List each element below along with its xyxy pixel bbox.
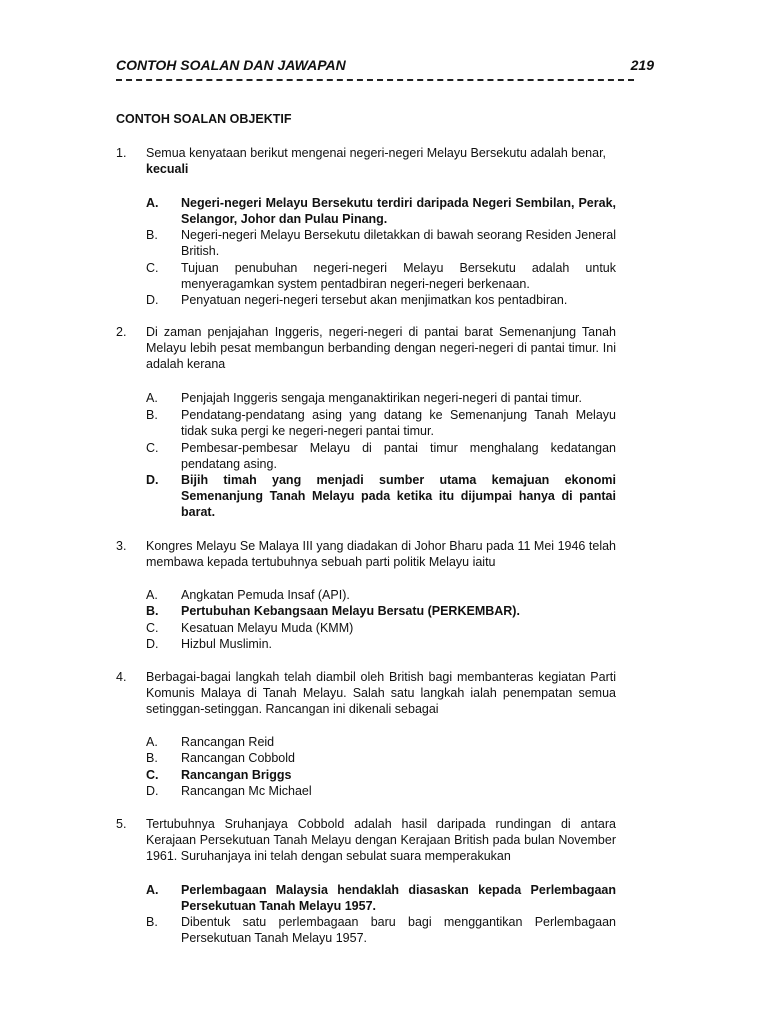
question-number: 4. [116, 670, 127, 684]
question-stem: Di zaman penjajahan Inggeris, negeri-negeri di pantai barat Semenanjung Tanah Melayu lebih pesat membangun berbanding dengan negeri-negeri di pantai timur. Ini adalah kerana [146, 325, 616, 372]
question-number: 2. [116, 325, 127, 339]
document-page: CONTOH SOALAN DAN JAWAPAN 219 CONTOH SOALAN OBJEKTIF 1. Semua kenyataan berikut mengenai negeri-negeri Melayu Bersekutu adalah benar, kecuali A. Negeri-negeri Melayu Bersekutu terdiri daripada Negeri Sembilan, Perak, Selangor, Johor dan Pulau Pinang. B. Negeri-negeri Melayu Bersekutu diletakkan di bawah seorang Residen Jeneral British. C. Tujuan penubuhan negeri-negeri Melayu Bersekutu adalah untuk menyeragamkan system pentadbiran negeri-negeri berkenaan. D. Penyatuan negeri-negeri tersebut akan menjimatkan kos pentadbiran. 2. Di zaman penjajahan Inggeris, negeri-negeri di pantai barat Semenanjung Tanah Melayu lebih pesat membangun berbanding dengan negeri-negeri di pantai timur. Ini adalah kerana A. Penjajah Inggeris sengaja menganaktirikan negeri-negeri di pantai timur. B. Pendatang-pendatang asing yang datang ke Semenanjung Tanah Melayu tidak suka pergi ke negeri-negeri pantai timur. C. Pembesar-pembesar Melayu di pantai timur menghalang kedatangan pendatang asing. D. Bijih timah yang menjadi sumber utama kemajuan ekonomi Semenanjung Tanah Melayu pada ketika itu dijumpai hanya di pantai barat. 3. Kongres Melayu Se Malaya III yang diadakan di Johor Bharu pada 11 Mei 1946 telah membawa kepada tertubuhnya sebuah parti politik Melayu iaitu A. Angkatan Pemuda Insaf (API). B. Pertubuhan Kebangsaan Melayu Bersatu (PERKEMBAR). C. Kesatuan Melayu Muda (KMM) D. Hizbul Muslimin. 4. Berbagai-bagai langkah telah diambil oleh British bagi membanteras kegiatan Parti Komunis Malaya di Tanah Melayu. Salah satu langkah ialah penempatan semua setinggan-setinggan. Rancangan ini dikenali sebagai A. Rancangan Reid B. Rancangan Cobbold C. Rancangan Briggs D. Rancangan Mc Michael 5. Tertubuhnya Sruhanjaya Cobbold adalah hasil daripada rundingan di antara Kerajaan Persekutuan Tanah Melayu dengan Kerajaan British pada bulan November 1961. Suruhanjaya ini telah dengan sebulat suara memperakukan A. Perlembagaan Malaysia hendaklah diasaskan kepada Perlembagaan Persekutuan Tanah Melayu 1957. B. Dibentuk satu perlembagaan baru bagi menggantikan Perlembagaan Persekutuan Tanah Melayu 1957. [116, 57, 654, 946]
header-divider [116, 79, 634, 81]
question-number: 1. [116, 146, 127, 160]
question-stem: Semua kenyataan berikut mengenai negeri-negeri Melayu Bersekutu adalah benar, kecuali [146, 146, 607, 177]
page-header [116, 57, 656, 75]
section-title: CONTOH SOALAN OBJEKTIF [116, 112, 292, 126]
question-stem: Tertubuhnya Sruhanjaya Cobbold adalah hasil daripada rundingan di antara Kerajaan Persekutuan Tanah Melayu dengan Kerajaan British pada bulan November 1961. Suruhanjaya ini telah dengan sebulat suara memperakukan [146, 817, 616, 864]
question-stem: Kongres Melayu Se Malaya III yang diadakan di Johor Bharu pada 11 Mei 1946 telah membawa kepada tertubuhnya sebuah parti politik Melayu iaitu [146, 539, 616, 570]
question-number: 5. [116, 817, 127, 831]
question-stem-emphasis: kecuali [146, 162, 189, 177]
page-number: 219 [630, 57, 654, 73]
header-title: CONTOH SOALAN DAN JAWAPAN [116, 57, 346, 73]
question-number: 3. [116, 539, 127, 553]
question-stem: Berbagai-bagai langkah telah diambil oleh British bagi membanteras kegiatan Parti Komunis Malaya di Tanah Melayu. Salah satu langkah ialah penempatan semua setinggan-setinggan. Rancangan ini dikenali sebagai [146, 670, 616, 717]
